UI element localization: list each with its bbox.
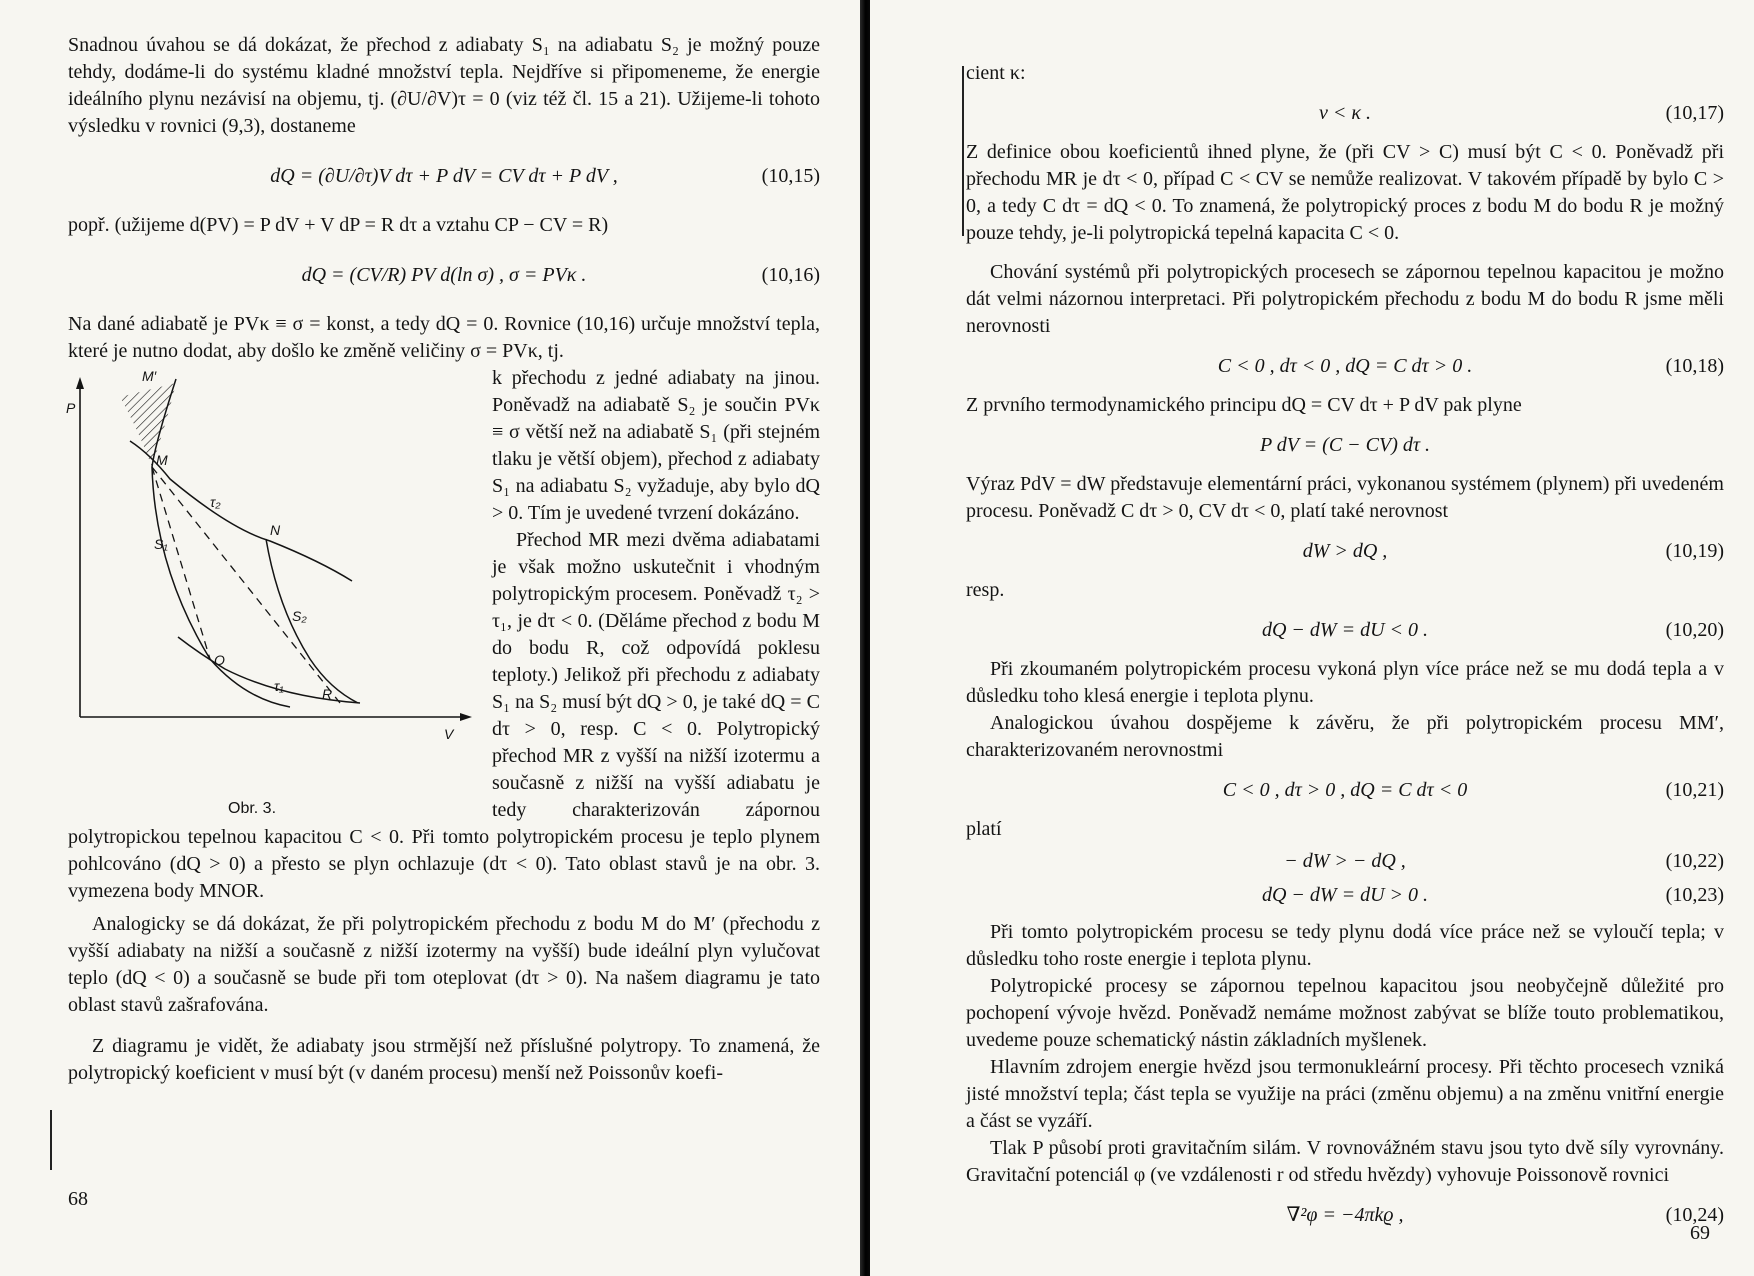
y-axis-arrow (76, 377, 84, 389)
label-m-prime: M′ (142, 369, 157, 384)
equation-text: dQ = (CV/R) PV d(ln σ) , σ = PVκ . (301, 264, 587, 286)
equation-number: (10,21) (1665, 779, 1724, 801)
equation-number: (10,23) (1665, 884, 1724, 906)
margin-bar (962, 66, 964, 236)
equation-text: dQ − dW = dU > 0 . (1261, 884, 1429, 906)
equation-10-16 (68, 245, 820, 305)
equation-10-19 (966, 531, 1724, 571)
resp-label: resp. (966, 579, 1005, 601)
equation-10-23 (966, 879, 1724, 911)
equation-number: (10,20) (1665, 619, 1724, 641)
isotherm-tau1 (178, 637, 360, 703)
plati-label: platí (966, 818, 1002, 840)
equation-10-20 (966, 610, 1724, 650)
paragraph: popř. (užijeme d(PV) = P dV + V dP = R dτ a vztahu CP − CV = R) (68, 214, 609, 236)
label-p: P (66, 400, 76, 416)
equation-text: C < 0 , dτ < 0 , dQ = C dτ > 0 . (1217, 355, 1473, 377)
label-tau2: τ₂ (210, 494, 221, 510)
paragraph: Přechod MR mezi dvěma adiabatami je však možno uskutečnit i vhodným polytropickým procesem. Poněvadž τ₂ > τ₁, je dτ < 0. (Děláme přechod z bodu M do bodu R, což odpovídá poklesu teploty.) Jelikož při přechodu z adiabaty S₁ na S₂ musí být dQ > 0, je také dQ = C dτ > 0, resp. C < 0. Polytropický přechod MR z vyšší na nižší izotermu a současně z nižší na vyšší adiabatu je tedy charakterizován zápornou polytropickou tepelnou kapacitou C < 0. Při tomto polytropickém procesu je teplo plynem pohlcováno (dQ > 0) a přesto se plyn ochlazuje (dτ < 0). Tato oblast stavů je na obr. 3. vymezena body MNOR. (68, 529, 820, 902)
label-n: N (270, 522, 281, 538)
paragraph: Analogicky se dá dokázat, že při polytropickém přechodu z bodu M do M′ (přechodu z vyšší adiabaty na nižší a současně z nižší izotermy na vyšší) bude ideální plyn vylučovat teplo (dQ < 0) a současně se bude při tom oteplovat (dτ > 0). Na našem diagramu je tato oblast stavů zašrafována. (68, 913, 820, 1016)
paragraph: Z definice obou koeficientů ihned plyne, že (při CV > C) musí být C < 0. Poněvadž při přechodu MR je dτ < 0, případ C < CV se nemůže realizovat. V takovém případě by bylo C > 0, a tedy C dτ = dQ < 0. To znamená, že polytropický proces z bodu M do bodu R je možný pouze tehdy, je-li polytropická tepelná kapacita C < 0. (966, 141, 1724, 244)
equation-number: (10,17) (1665, 102, 1724, 124)
equation-text: P dV = (C − CV) dτ . (1259, 434, 1431, 456)
equation-pdv (966, 425, 1724, 465)
paragraph: Při tomto polytropickém procesu se tedy plynu dodá více práce než se vyloučí tepla; v důsledku toho roste energie i teplota plynu. (966, 921, 1724, 970)
equation-number: (10,19) (1665, 540, 1724, 562)
paragraph: k přechodu z jedné adiabaty na jinou. Poněvadž na adiabatě S₂ je součin PVκ ≡ σ větší než na adiabatě S₁ (při stejném tlaku je větší objem), přechod z adiabaty S₁ na adiabatu S₂ vyžaduje, aby bylo dQ > 0. Tím je uvedené tvrzení dokázáno. (492, 367, 820, 524)
paragraph: Z prvního termodynamického principu dQ = CV dτ + P dV pak plyne (966, 394, 1522, 416)
equation-number: (10,15) (761, 165, 820, 187)
equation-text: ν < κ . (1319, 102, 1371, 124)
label-s1: S₁ (154, 536, 168, 552)
equation-10-17 (966, 93, 1724, 133)
paragraph: Při zkoumaném polytropickém procesu vykoná plyn více práce než se mu dodá tepla a v důsledku toho klesá energie i teplota plynu. (966, 658, 1724, 707)
label-v: V (444, 726, 454, 742)
equation-10-22 (966, 845, 1724, 877)
figure-pv-diagram (60, 369, 480, 819)
paragraph: Chování systémů při polytropických procesech se zápornou tepelnou kapacitou je možno dát velmi názornou interpretaci. Při polytropickém přechodu z bodu M do bodu R jsme měli nerovnosti (966, 261, 1724, 337)
x-axis-arrow (460, 713, 472, 721)
equation-text: dQ = (∂U/∂τ)V dτ + P dV = CV dτ + P dV , (270, 165, 618, 187)
equation-10-21 (966, 770, 1724, 810)
right-page (870, 0, 1754, 1276)
equation-number: (10,24) (1665, 1204, 1724, 1226)
equation-10-15 (68, 146, 820, 206)
equation-10-18 (966, 346, 1724, 386)
label-tau1: τ₁ (274, 678, 284, 694)
page-number-right: 69 (1690, 1222, 1710, 1244)
paragraph: Na dané adiabatě je PVκ ≡ σ = konst, a tedy dQ = 0. Rovnice (10,16) určuje množství tepla, které je nutno dodat, aby došlo ke změně veličiny σ = PVκ, tj. (68, 313, 820, 362)
pv-diagram (60, 369, 480, 819)
equation-number: (10,18) (1665, 355, 1724, 377)
equation-10-24 (966, 1195, 1724, 1235)
equation-text: C < 0 , dτ > 0 , dQ = C dτ < 0 (1222, 779, 1468, 801)
label-s2: S₂ (292, 608, 307, 624)
margin-bar (50, 1110, 52, 1170)
figure-caption: Obr. 3. (228, 800, 277, 817)
paragraph: Hlavním zdrojem energie hvězd jsou termonukleární procesy. Při těchto procesech vzniká jisté množství tepla; část tepla se využije na práci (změnu objemu) a na změnu vnitřní energie a část se vyzáří. (966, 1056, 1724, 1132)
paragraph: cient κ: (966, 62, 1026, 84)
paragraph: Analogickou úvahou dospějeme k závěru, že při polytropickém procesu MM′, charakterizovaném nerovnostmi (966, 712, 1724, 761)
paragraph: Polytropické procesy se zápornou tepelnou kapacitou jsou neobyčejně důležité pro pochopení vývoje hvězd. Poněvadž nemáme možnost zabývat se blíže touto problematikou, uvedeme pouze schematický nástin základních myšlenek. (966, 975, 1724, 1051)
polytrope-mr (152, 467, 340, 703)
label-o: O (214, 652, 225, 668)
equation-text: dQ − dW = dU < 0 . (1261, 619, 1429, 641)
paragraph: Snadnou úvahou se dá dokázat, že přechod z adiabaty S₁ na adiabatu S₂ je možný pouze tehdy, dodáme-li do systému kladné množství tepla. Nejdříve si připomeneme, že energie ideálního plynu nezávisí na objemu, tj. (∂U/∂V)τ = 0 (viz též čl. 15 a 21). Užijeme-li tohoto výsledku v rovnici (9,3), dostaneme (68, 34, 820, 137)
paragraph: Z diagramu je vidět, že adiabaty jsou strmější než příslušné polytropy. To znamená, že polytropický koeficient ν musí být (v daném procesu) menší než Poissonův koefi- (68, 1035, 820, 1084)
equation-text: ∇²φ = −4πkϱ , (1286, 1204, 1404, 1226)
equation-number: (10,22) (1665, 850, 1724, 872)
label-r: R (322, 686, 333, 702)
equation-text: dW > dQ , (1302, 540, 1388, 562)
equation-text: − dW > − dQ , (1284, 850, 1406, 872)
label-m: M (156, 452, 168, 468)
page-number-left: 68 (68, 1188, 88, 1210)
paragraph: Tlak P působí proti gravitačním silám. V rovnovážném stavu jsou tyto dvě síly vyrovnány. Gravitační potenciál φ (ve vzdálenosti r od středu hvězdy) vyhovuje Poissonově rovnici (966, 1137, 1724, 1186)
left-page (0, 0, 860, 1276)
polytrope-mo (152, 467, 210, 659)
paragraph: Výraz PdV = dW představuje elementární práci, vykonanou systémem (plynem) při uvedeném procesu. Poněvadž C dτ > 0, CV dτ < 0, platí také nerovnost (966, 473, 1724, 522)
equation-number: (10,16) (761, 264, 820, 286)
